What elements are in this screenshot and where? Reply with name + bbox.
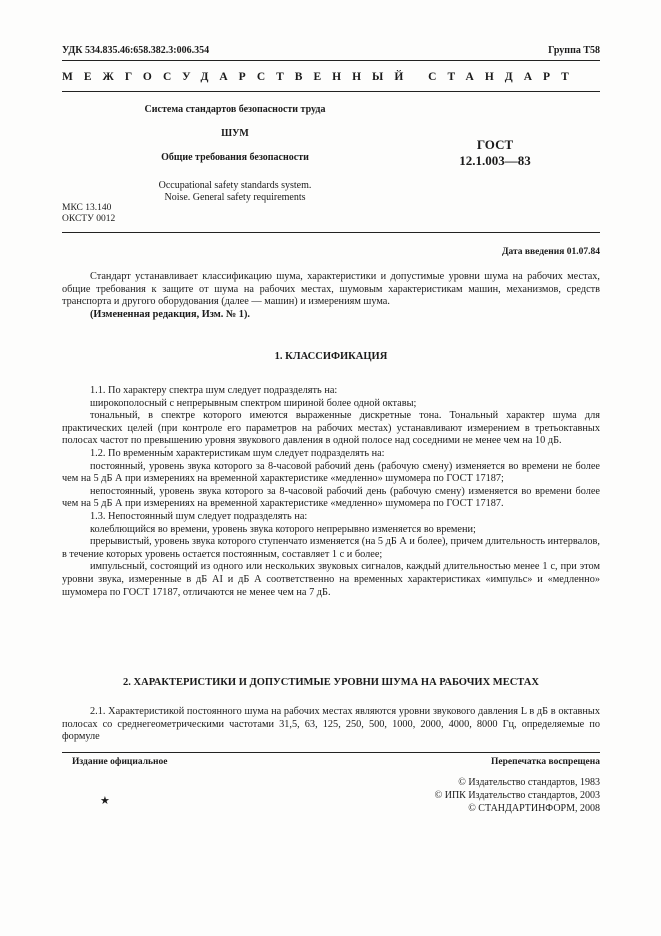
paragraph: импульсный, состоящий из одного или нескольких звуковых сигналов, каждый длительностью менее 1 с, при этом уровни звука, измеренные в дБ AI и дБ А соответственно на временных характеристиках «импульс» и «медленно» шумомера по ГОСТ 17187, отличаются не менее чем на 7 дБ.	[62, 561, 600, 598]
mks-code: МКС 13.140	[62, 203, 112, 213]
section-1-text	[62, 385, 600, 599]
okstu-code: ОКСТУ 0012	[62, 214, 116, 224]
paragraph: тональный, в спектре которого имеются выраженные дискретные тона. Тональный характер шума для практических целей (при контроле его параметров на рабочих местах) устанавливают измерением в третьоктавных полосах частот по превышению уровня звукового давления в одной полосе над соседними не менее чем на 10 дБ.	[62, 410, 600, 447]
section-2-text	[62, 706, 600, 744]
paragraph: 1.3. Непостоянный шум следует подразделять на:	[90, 510, 308, 522]
section-2-heading: 2. ХАРАКТЕРИСТИКИ И ДОПУСТИМЫЕ УРОВНИ ШУМА НА РАБОЧИХ МЕСТАХ	[123, 677, 539, 688]
topic-title: ШУМ	[221, 128, 249, 139]
paragraph: прерывистый, уровень звука которого ступенчато изменяется (на 5 дБ А и более), причем длительность интервалов, в течение которых уровень остается постоянным, составляет 1 с и более;	[62, 536, 600, 560]
udk-code: УДК 534.835.46:658.382.3:006.354	[62, 45, 210, 56]
effective-date: Дата введения 01.07.84	[501, 247, 600, 257]
standards-system-title: Система стандартов безопасности труда	[144, 104, 326, 115]
copyright-line: © ИПК Издательство стандартов, 2003	[434, 790, 600, 801]
amendment-note: (Измененная редакция, Изм. № 1).	[90, 308, 250, 320]
gost-number: 12.1.003—83	[459, 153, 531, 168]
banner-rule	[62, 91, 600, 92]
document-subtitle: Общие требования безопасности	[161, 152, 309, 163]
title-rule	[62, 232, 600, 233]
paragraph: 1.2. По временны́м характеристикам шум следует подразделять на:	[90, 447, 385, 459]
intro-paragraph: Стандарт устанавливает классификацию шума, характеристики и допустимые уровни шума на рабочих местах, общие требования к защите от шума на рабочих местах, шумовым характеристикам машин, механизмов, средств транспорта и другого оборудования (далее — машин) и измерениям шума.	[62, 271, 600, 308]
paragraph: постоянный, уровень звука которого за 8-часовой рабочий день (рабочую смену) изменяется во времени не более чем на 5 дБ А при измерениях на временной характеристике «медленно» шумомера по ГОСТ 17187;	[62, 460, 600, 485]
official-edition: Издание официальное	[72, 757, 168, 767]
group-code: Группа Т58	[548, 45, 600, 56]
copyright-line: © СТАНДАРТИНФОРМ, 2008	[468, 803, 600, 814]
standard-banner: МЕЖГОСУДАРСТВЕННЫЙ СТАНДАРТ	[62, 71, 580, 83]
footer-rule	[62, 752, 600, 753]
section-1-heading: 1. КЛАССИФИКАЦИЯ	[274, 351, 388, 362]
paragraph: 2.1. Характеристикой постоянного шума на рабочих местах являются уровни звукового давления L в дБ в октавных полосах со среднегеометрическими частотами 31,5, 63, 125, 250, 500, 1000, 2000, 4000, 8000 Гц, определяемые по формуле	[62, 706, 600, 743]
gost-label: ГОСТ	[476, 137, 514, 152]
star-icon: ★	[100, 795, 110, 807]
paragraph: колеблющийся во времени, уровень звука которого непрерывно изменяется во времени;	[90, 523, 476, 535]
paragraph: широкополосный с непрерывным спектром шириной более одной октавы;	[90, 397, 417, 409]
english-title-line1: Occupational safety standards system.	[158, 180, 312, 191]
reprint-notice: Перепечатка воспрещена	[490, 757, 600, 767]
copyright-line: © Издательство стандартов, 1983	[458, 777, 600, 788]
header-rule	[62, 60, 600, 61]
paragraph: непостоянный, уровень звука которого за 8-часовой рабочий день (рабочую смену) изменяется во времени более чем на 5 дБ А при измерениях на временной характеристике «медленно» шумомера по ГОСТ 17187.	[62, 485, 600, 510]
intro-text	[62, 271, 600, 321]
english-title-line2: Noise. General safety requirements	[164, 192, 306, 203]
paragraph: 1.1. По характеру спектра шум следует подразделять на:	[90, 385, 338, 396]
